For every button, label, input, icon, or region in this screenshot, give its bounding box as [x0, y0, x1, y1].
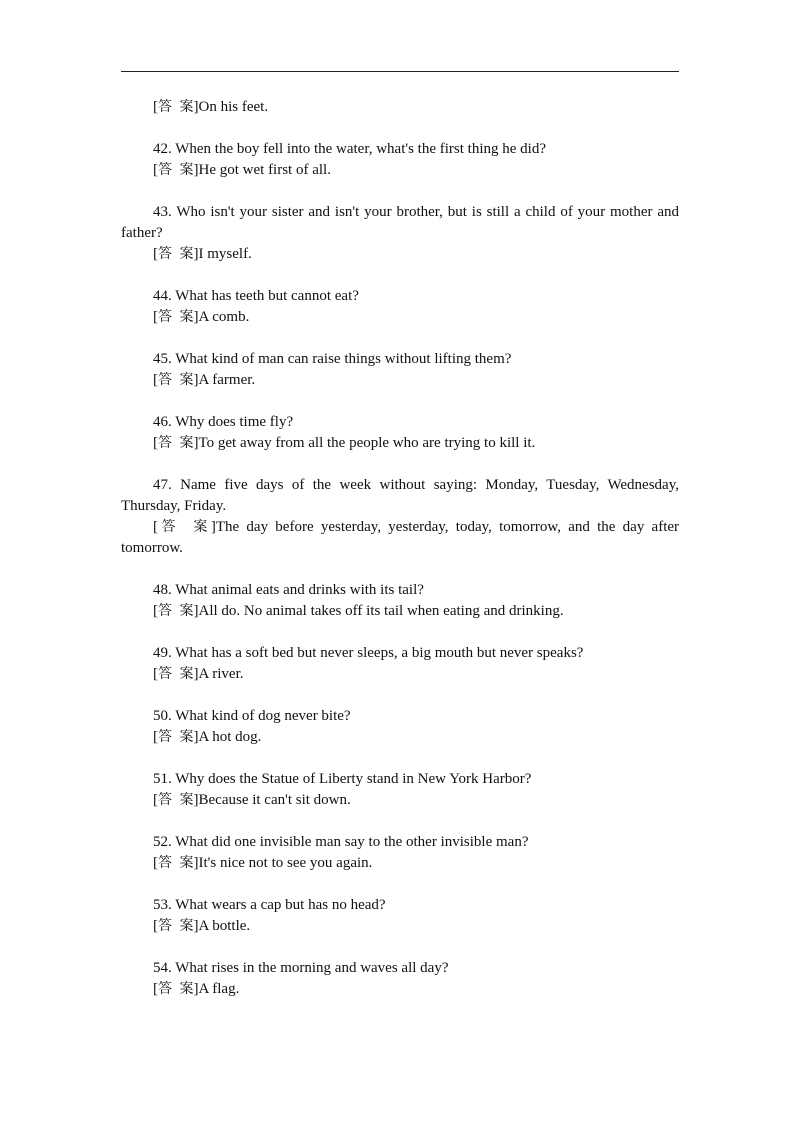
answer-line	[121, 916, 679, 937]
answer-line	[121, 97, 679, 118]
answer-line	[121, 790, 679, 811]
question-43: 43. Who isn't your sister and isn't your brother, but is still a child of your mother and father?	[121, 204, 679, 241]
answer-label: [答 案]	[153, 519, 216, 535]
question-51: 51. Why does the Statue of Liberty stand in New York Harbor?	[153, 771, 532, 787]
answer-label: [答 案]	[153, 603, 199, 619]
header-rule	[121, 71, 679, 72]
answer-text: A comb.	[198, 309, 250, 325]
question-53: 53. What wears a cap but has no head?	[153, 897, 386, 913]
answer-line	[121, 370, 679, 391]
question-46: 46. Why does time fly?	[153, 414, 294, 430]
answer-text: To get away from all the people who are trying to kill it.	[198, 435, 536, 451]
answer-text: It's nice not to see you again.	[198, 855, 373, 871]
answer-text: All do. No animal takes off its tail when eating and drinking.	[198, 603, 564, 619]
question-42: 42. When the boy fell into the water, what's the first thing he did?	[153, 141, 546, 157]
answer-line	[121, 601, 679, 622]
answer-label: [答 案]	[153, 372, 199, 388]
answer-label: [答 案]	[153, 792, 199, 808]
question-47: 47. Name five days of the week without saying: Monday, Tuesday, Wednesday, Thursday, Friday.	[121, 477, 679, 514]
question-54: 54. What rises in the morning and waves all day?	[153, 960, 449, 976]
answer-text: A hot dog.	[198, 729, 262, 745]
answer-line	[121, 979, 679, 1000]
answer-label: [答 案]	[153, 162, 199, 178]
answer-text: On his feet.	[198, 99, 269, 115]
answer-line	[121, 664, 679, 685]
answer-label: [答 案]	[153, 918, 199, 934]
answer-text: He got wet first of all.	[198, 162, 331, 178]
answer-text: A flag.	[198, 981, 240, 997]
answer-text: A farmer.	[198, 372, 256, 388]
answer-label: [答 案]	[153, 99, 199, 115]
answer-line	[121, 853, 679, 874]
answer-line	[121, 517, 679, 559]
answer-label: [答 案]	[153, 246, 199, 262]
question-45: 45. What kind of man can raise things without lifting them?	[153, 351, 512, 367]
answer-label: [答 案]	[153, 666, 199, 682]
question-50: 50. What kind of dog never bite?	[153, 708, 351, 724]
answer-label: [答 案]	[153, 729, 199, 745]
question-44: 44. What has teeth but cannot eat?	[153, 288, 359, 304]
answer-label: [答 案]	[153, 309, 199, 325]
answer-label: [答 案]	[153, 981, 199, 997]
answer-text: A river.	[198, 666, 244, 682]
answer-label: [答 案]	[153, 435, 199, 451]
answer-line	[121, 307, 679, 328]
answer-line	[121, 727, 679, 748]
answer-line	[121, 160, 679, 181]
answer-text: I myself.	[198, 246, 252, 262]
answer-text: Because it can't sit down.	[198, 792, 351, 808]
answer-text: A bottle.	[198, 918, 251, 934]
question-48: 48. What animal eats and drinks with its tail?	[153, 582, 424, 598]
answer-text: The day before yesterday, yesterday, today, tomorrow, and the day after tomorrow.	[121, 519, 680, 556]
answer-line	[121, 244, 679, 265]
answer-line	[121, 433, 679, 454]
answer-label: [答 案]	[153, 855, 199, 871]
question-52: 52. What did one invisible man say to the other invisible man?	[153, 834, 529, 850]
riddle-list	[121, 97, 679, 1000]
question-49: 49. What has a soft bed but never sleeps, a big mouth but never speaks?	[153, 645, 584, 661]
